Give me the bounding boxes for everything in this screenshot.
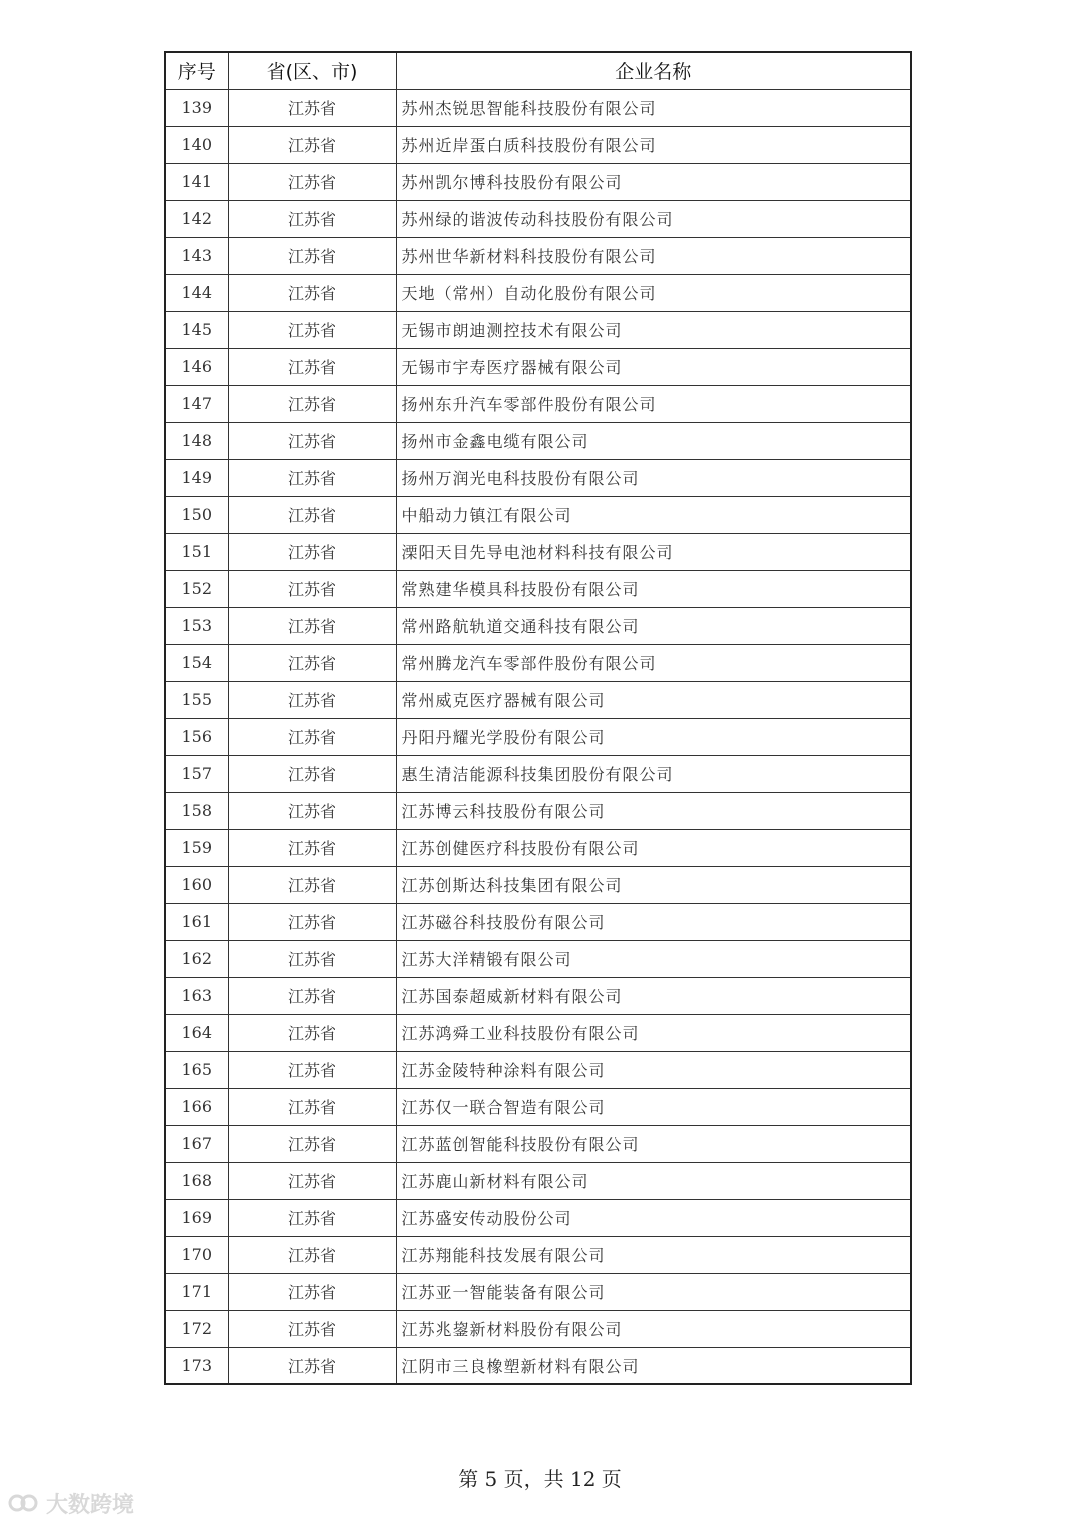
serial-number-cell: 154 — [165, 644, 228, 681]
company-name-cell: 天地（常州）自动化股份有限公司 — [396, 274, 911, 311]
province-cell: 江苏省 — [228, 977, 396, 1014]
province-cell: 江苏省 — [228, 607, 396, 644]
company-name-cell: 苏州杰锐思智能科技股份有限公司 — [396, 89, 911, 126]
table-row — [165, 1199, 911, 1236]
page-number: 第 5 页，共 12 页 — [458, 1467, 622, 1491]
table-row — [165, 1236, 911, 1273]
company-name-cell: 扬州万润光电科技股份有限公司 — [396, 459, 911, 496]
serial-number-cell: 163 — [165, 977, 228, 1014]
company-name-cell: 江苏翔能科技发展有限公司 — [396, 1236, 911, 1273]
serial-number-cell: 168 — [165, 1162, 228, 1199]
serial-number-cell: 139 — [165, 89, 228, 126]
serial-number-cell: 160 — [165, 866, 228, 903]
province-cell: 江苏省 — [228, 496, 396, 533]
serial-number-cell: 153 — [165, 607, 228, 644]
province-cell: 江苏省 — [228, 940, 396, 977]
table-row — [165, 792, 911, 829]
company-name-cell: 常州威克医疗器械有限公司 — [396, 681, 911, 718]
table-row — [165, 681, 911, 718]
company-list-table — [164, 51, 912, 1385]
company-name-cell: 江苏亚一智能装备有限公司 — [396, 1273, 911, 1310]
serial-number-cell: 158 — [165, 792, 228, 829]
watermark-logo-icon — [8, 1490, 38, 1516]
company-name-cell: 江苏创斯达科技集团有限公司 — [396, 866, 911, 903]
company-name-cell: 江苏鸿舜工业科技股份有限公司 — [396, 1014, 911, 1051]
table-row — [165, 829, 911, 866]
company-name-cell: 无锡市宇寿医疗器械有限公司 — [396, 348, 911, 385]
province-cell: 江苏省 — [228, 200, 396, 237]
province-cell: 江苏省 — [228, 1199, 396, 1236]
company-name-cell: 苏州近岸蛋白质科技股份有限公司 — [396, 126, 911, 163]
table-row — [165, 607, 911, 644]
province-cell: 江苏省 — [228, 274, 396, 311]
company-name-cell: 惠生清洁能源科技集团股份有限公司 — [396, 755, 911, 792]
company-name-cell: 江苏鹿山新材料有限公司 — [396, 1162, 911, 1199]
header-serial-number: 序号 — [165, 52, 228, 89]
company-name-cell: 常熟建华模具科技股份有限公司 — [396, 570, 911, 607]
table-row — [165, 311, 911, 348]
serial-number-cell: 145 — [165, 311, 228, 348]
company-name-cell: 江苏金陵特种涂料有限公司 — [396, 1051, 911, 1088]
company-name-cell: 常州路航轨道交通科技有限公司 — [396, 607, 911, 644]
table-row — [165, 1347, 911, 1384]
table-row — [165, 237, 911, 274]
province-cell: 江苏省 — [228, 681, 396, 718]
province-cell: 江苏省 — [228, 570, 396, 607]
table-row — [165, 940, 911, 977]
table-header-row — [165, 52, 911, 89]
table-row — [165, 200, 911, 237]
province-cell: 江苏省 — [228, 792, 396, 829]
province-cell: 江苏省 — [228, 1088, 396, 1125]
serial-number-cell: 161 — [165, 903, 228, 940]
company-name-cell: 江苏大洋精锻有限公司 — [396, 940, 911, 977]
serial-number-cell: 143 — [165, 237, 228, 274]
company-name-cell: 溧阳天目先导电池材料科技有限公司 — [396, 533, 911, 570]
serial-number-cell: 164 — [165, 1014, 228, 1051]
province-cell: 江苏省 — [228, 422, 396, 459]
serial-number-cell: 146 — [165, 348, 228, 385]
province-cell: 江苏省 — [228, 866, 396, 903]
province-cell: 江苏省 — [228, 1310, 396, 1347]
serial-number-cell: 150 — [165, 496, 228, 533]
header-province: 省(区、市) — [228, 52, 396, 89]
table-row — [165, 977, 911, 1014]
table-row — [165, 718, 911, 755]
company-name-cell: 扬州市金鑫电缆有限公司 — [396, 422, 911, 459]
table-row — [165, 755, 911, 792]
table-row — [165, 1088, 911, 1125]
table-row — [165, 89, 911, 126]
serial-number-cell: 152 — [165, 570, 228, 607]
header-company-name: 企业名称 — [396, 52, 911, 89]
table-row — [165, 644, 911, 681]
table-row — [165, 1051, 911, 1088]
province-cell: 江苏省 — [228, 903, 396, 940]
table-body — [165, 89, 911, 1384]
table-row — [165, 570, 911, 607]
table-row — [165, 422, 911, 459]
serial-number-cell: 162 — [165, 940, 228, 977]
watermark-text: 大数跨境 — [46, 1492, 135, 1518]
company-name-cell: 江苏磁谷科技股份有限公司 — [396, 903, 911, 940]
serial-number-cell: 147 — [165, 385, 228, 422]
province-cell: 江苏省 — [228, 311, 396, 348]
table-row — [165, 496, 911, 533]
serial-number-cell: 169 — [165, 1199, 228, 1236]
serial-number-cell: 149 — [165, 459, 228, 496]
serial-number-cell: 142 — [165, 200, 228, 237]
serial-number-cell: 159 — [165, 829, 228, 866]
province-cell: 江苏省 — [228, 89, 396, 126]
company-name-cell: 江苏盛安传动股份公司 — [396, 1199, 911, 1236]
province-cell: 江苏省 — [228, 755, 396, 792]
table-row — [165, 1125, 911, 1162]
serial-number-cell: 155 — [165, 681, 228, 718]
company-name-cell: 中船动力镇江有限公司 — [396, 496, 911, 533]
province-cell: 江苏省 — [228, 1014, 396, 1051]
table-row — [165, 163, 911, 200]
company-name-cell: 江苏仅一联合智造有限公司 — [396, 1088, 911, 1125]
table-row — [165, 903, 911, 940]
province-cell: 江苏省 — [228, 1347, 396, 1384]
table-row — [165, 1310, 911, 1347]
company-name-cell: 无锡市朗迪测控技术有限公司 — [396, 311, 911, 348]
province-cell: 江苏省 — [228, 1162, 396, 1199]
province-cell: 江苏省 — [228, 533, 396, 570]
company-name-cell: 常州腾龙汽车零部件股份有限公司 — [396, 644, 911, 681]
company-name-cell: 江苏兆鋆新材料股份有限公司 — [396, 1310, 911, 1347]
table-row — [165, 866, 911, 903]
serial-number-cell: 165 — [165, 1051, 228, 1088]
table-row — [165, 1014, 911, 1051]
table-row — [165, 126, 911, 163]
province-cell: 江苏省 — [228, 829, 396, 866]
province-cell: 江苏省 — [228, 1273, 396, 1310]
table-row — [165, 348, 911, 385]
serial-number-cell: 156 — [165, 718, 228, 755]
watermark — [8, 1488, 134, 1518]
province-cell: 江苏省 — [228, 385, 396, 422]
serial-number-cell: 170 — [165, 1236, 228, 1273]
province-cell: 江苏省 — [228, 1236, 396, 1273]
province-cell: 江苏省 — [228, 348, 396, 385]
province-cell: 江苏省 — [228, 126, 396, 163]
table-row — [165, 274, 911, 311]
serial-number-cell: 167 — [165, 1125, 228, 1162]
province-cell: 江苏省 — [228, 237, 396, 274]
province-cell: 江苏省 — [228, 163, 396, 200]
province-cell: 江苏省 — [228, 718, 396, 755]
company-name-cell: 江苏蓝创智能科技股份有限公司 — [396, 1125, 911, 1162]
serial-number-cell: 173 — [165, 1347, 228, 1384]
table-row — [165, 385, 911, 422]
serial-number-cell: 166 — [165, 1088, 228, 1125]
company-name-cell: 苏州凯尔博科技股份有限公司 — [396, 163, 911, 200]
serial-number-cell: 144 — [165, 274, 228, 311]
company-name-cell: 江苏博云科技股份有限公司 — [396, 792, 911, 829]
company-name-cell: 苏州世华新材料科技股份有限公司 — [396, 237, 911, 274]
company-name-cell: 丹阳丹耀光学股份有限公司 — [396, 718, 911, 755]
serial-number-cell: 172 — [165, 1310, 228, 1347]
table-row — [165, 459, 911, 496]
serial-number-cell: 157 — [165, 755, 228, 792]
serial-number-cell: 140 — [165, 126, 228, 163]
serial-number-cell: 148 — [165, 422, 228, 459]
table-row — [165, 533, 911, 570]
table-row — [165, 1162, 911, 1199]
company-name-cell: 扬州东升汽车零部件股份有限公司 — [396, 385, 911, 422]
province-cell: 江苏省 — [228, 1051, 396, 1088]
serial-number-cell: 141 — [165, 163, 228, 200]
company-name-cell: 江苏国泰超威新材料有限公司 — [396, 977, 911, 1014]
company-name-cell: 江阴市三良橡塑新材料有限公司 — [396, 1347, 911, 1384]
serial-number-cell: 171 — [165, 1273, 228, 1310]
company-name-cell: 江苏创健医疗科技股份有限公司 — [396, 829, 911, 866]
serial-number-cell: 151 — [165, 533, 228, 570]
province-cell: 江苏省 — [228, 644, 396, 681]
province-cell: 江苏省 — [228, 1125, 396, 1162]
table-row — [165, 1273, 911, 1310]
province-cell: 江苏省 — [228, 459, 396, 496]
company-name-cell: 苏州绿的谐波传动科技股份有限公司 — [396, 200, 911, 237]
